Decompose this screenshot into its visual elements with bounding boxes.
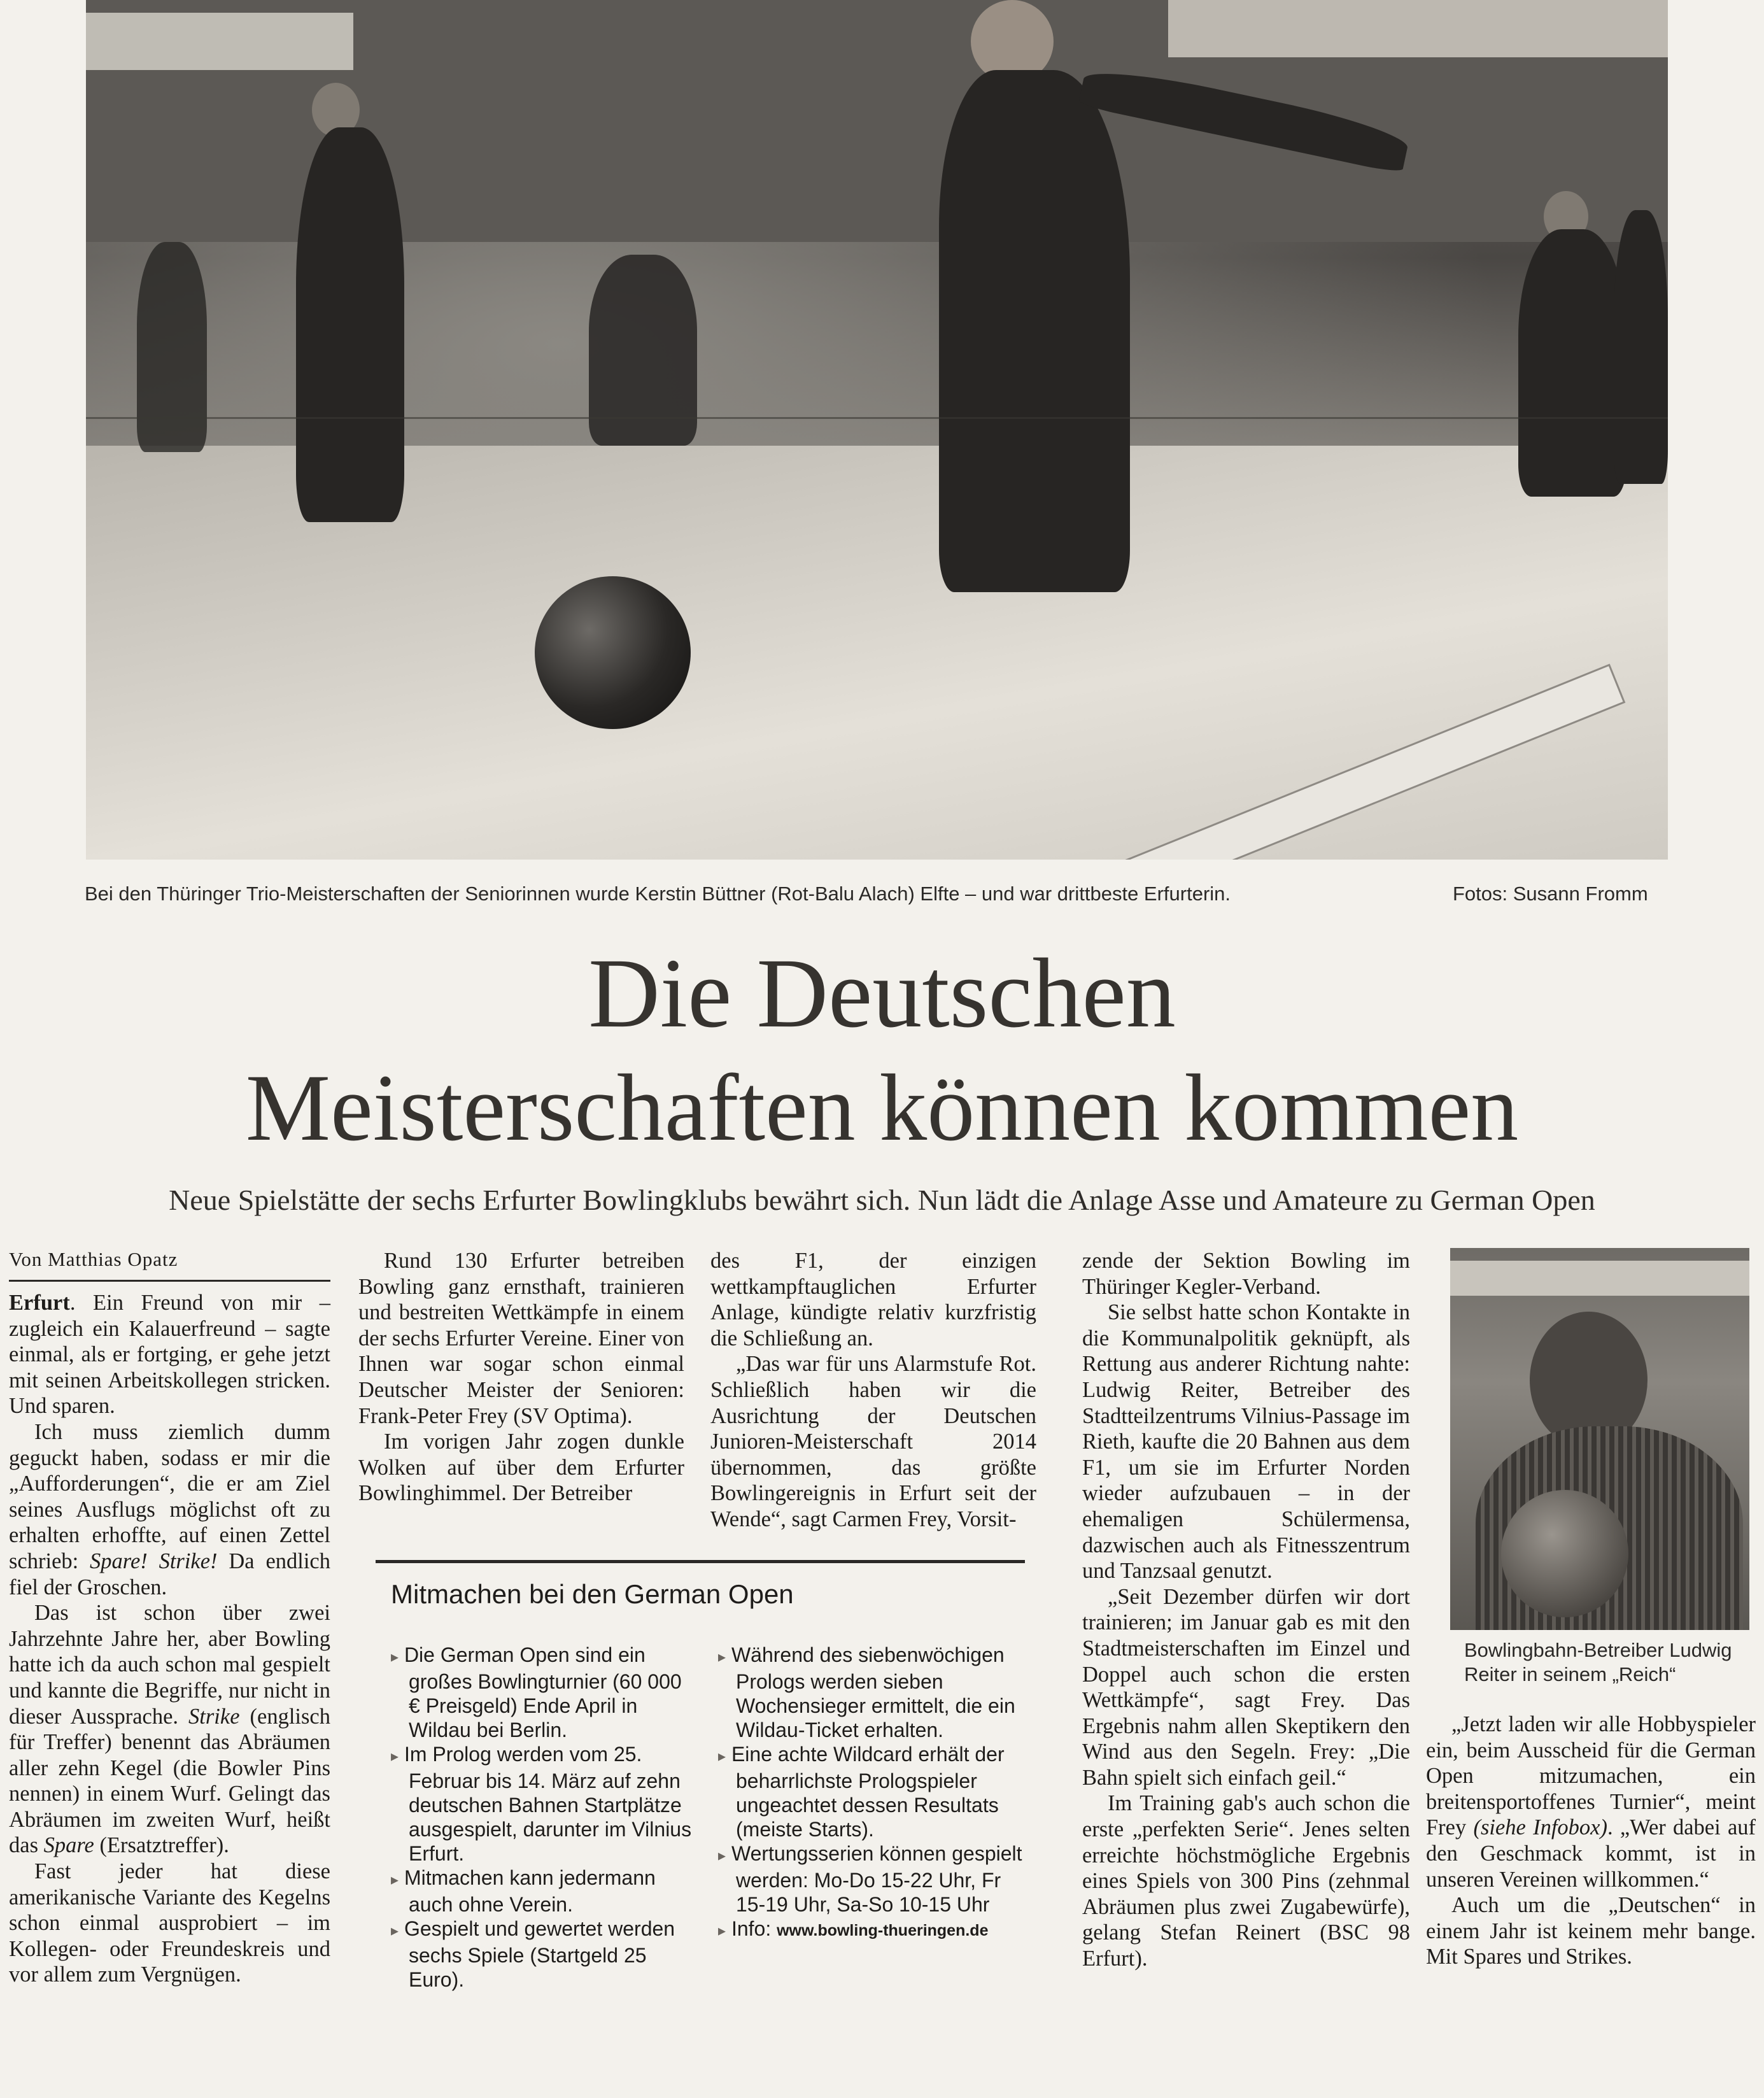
infobox-title: Mitmachen bei den German Open bbox=[391, 1579, 794, 1609]
infobox-info-label: Info: bbox=[731, 1917, 777, 1940]
infobox-left-item-3 bbox=[391, 1866, 696, 1917]
col1-p2-text-b: Da endlich fiel der Groschen. bbox=[9, 1549, 330, 1599]
article-column-2 bbox=[358, 1248, 684, 1506]
bullet-icon: ▸ bbox=[718, 1847, 726, 1864]
col1-p3-text-b: (englisch für Treffer) benennt das Abräumen aller zehn Kegel (die Bowler Pins nennen) in einem Wurf. Gelingt das Abräumen im zweiten Wurf, heißt das bbox=[9, 1704, 330, 1858]
col1-p2-emphasis: Spare! Strike! bbox=[90, 1549, 218, 1573]
infobox-left-column bbox=[391, 1643, 696, 1992]
photo-ceiling bbox=[1168, 0, 1668, 57]
infobox-right-item-1-text: Während des siebenwöchigen Prologs werden sieben Wochensieger ermittelt, die ein Wildau-Ticket erhalten. bbox=[731, 1643, 1015, 1741]
col1-paragraph-4: Fast jeder hat diese amerikanische Variante des Kegelns schon einmal ausprobiert – im Kollegen- oder Freundeskreis und vor allem zum Vergnügen. bbox=[9, 1859, 330, 1987]
headline-line-2: Meisterschaften können kommen bbox=[245, 1055, 1519, 1161]
bullet-icon: ▸ bbox=[391, 1871, 399, 1889]
infobox-left-item-1-text: Die German Open sind ein großes Bowlingturnier (60 000 € Preisgeld) Ende April in Wildau bei Berlin. bbox=[404, 1643, 682, 1741]
col1-p2-text-a: Ich muss ziemlich dumm geguckt haben, sodass er mir die „Aufforderungen“, die er am Ziel seines Ausflugs möglichst oft zu erhalten erhoffte, auf einen Zettel schrieb: bbox=[9, 1419, 330, 1573]
bullet-icon: ▸ bbox=[718, 1648, 726, 1666]
portrait-background-band bbox=[1450, 1261, 1749, 1296]
col1-p3-emphasis-2: Spare bbox=[43, 1833, 94, 1858]
infobox-right-item-2 bbox=[718, 1742, 1030, 1841]
col1-p3-text-c: (Ersatztreffer). bbox=[94, 1833, 229, 1858]
photo-bowler-1 bbox=[296, 127, 404, 522]
photo-fold-line bbox=[86, 417, 1668, 419]
infobox-top-rule bbox=[376, 1560, 1025, 1563]
col1-p3-emphasis-1: Strike bbox=[188, 1704, 240, 1729]
infobox-left-item-2-text: Im Prolog werden vom 25. Februar bis 14. März auf zehn deutschen Bahnen Startplätze ausgespielt, darunter im Vilnius Erfurt. bbox=[404, 1743, 692, 1865]
col5-paragraph-2: Auch um die „Deutschen“ in einem Jahr ist keinem mehr bange. Mit Spares und Strikes. bbox=[1426, 1893, 1756, 1969]
col3-paragraph-1: des F1, der einzigen wettkampftauglichen Erfurter Anlage, kündigte relativ kurzfristig die Schließung an. bbox=[710, 1249, 1036, 1350]
photo-caption: Bei den Thüringer Trio-Meisterschaften der Seniorinnen wurde Kerstin Büttner (Rot-Balu Alach) Elfte – und war drittbeste Erfurterin. bbox=[85, 882, 1231, 905]
photo-bowler-main bbox=[939, 70, 1130, 592]
infobox-right-column bbox=[718, 1643, 1030, 1943]
infobox-left-item-3-text: Mitmachen kann jedermann auch ohne Verein. bbox=[404, 1866, 656, 1916]
col2-paragraph-1: Rund 130 Erfurter betreiben Bowling ganz ernsthaft, trainieren und bestreiten Wettkämpfe in einem der sechs Erfurter Vereine. Einer von Ihnen war sogar schon einmal Deutscher Meister der Senioren: Frank-Peter Frey (SV Optima). bbox=[358, 1249, 684, 1428]
bullet-icon: ▸ bbox=[391, 1648, 399, 1666]
col3-paragraph-2: „Das war für uns Alarmstufe Rot. Schließlich haben wir die Ausrichtung der Deutschen Junioren-Meisterschaft 2014 übernommen, das größte Bowlingereignis in Erfurt seit der Wende“, sagt Carmen Frey, Vorsit- bbox=[710, 1352, 1036, 1531]
infobox-left-item-4-text: Gespielt und gewertet werden sechs Spiele (Startgeld 25 Euro). bbox=[404, 1917, 675, 1991]
photo-bowler-5 bbox=[137, 242, 207, 452]
article-column-5 bbox=[1426, 1712, 1756, 1970]
byline: Von Matthias Opatz bbox=[9, 1248, 178, 1270]
col1-paragraph-2 bbox=[9, 1419, 330, 1600]
bullet-icon: ▸ bbox=[718, 1922, 726, 1939]
col1-p3-text-a: Das ist schon über zwei Jahrzehnte Jahre her, aber Bowling hatte ich da auch schon mal gespielt und kannte die Begriffe, nur nicht in dieser Aussprache. bbox=[9, 1601, 330, 1729]
col4-paragraph-3: „Seit Dezember dürfen wir dort trainieren; im Januar gab es mit den Stadtmeisterschaften im Einzel und Doppel auch schon die ersten Wettkämpfe“, sagt Frey. Das Ergebnis nahm allen Skeptikern den Wind aus den Segeln. Frey: „Die Bahn spielt sich einfach geil.“ bbox=[1082, 1584, 1410, 1790]
infobox-right-item-3 bbox=[718, 1841, 1030, 1917]
col5-p1-emphasis: (siehe Infobox) bbox=[1473, 1815, 1607, 1840]
infobox-right-item-2-text: Eine achte Wildcard erhält der beharrlichste Prologspieler ungeachtet dessen Resultats (meiste Starts). bbox=[731, 1743, 1005, 1841]
photo-banner bbox=[86, 13, 353, 70]
headline-line-1: Die Deutschen bbox=[588, 938, 1176, 1048]
bullet-icon: ▸ bbox=[391, 1922, 399, 1939]
col1-paragraph-1 bbox=[9, 1290, 330, 1419]
article-column-4 bbox=[1082, 1248, 1410, 1972]
portrait-bowling-ball bbox=[1501, 1490, 1628, 1617]
subheadline: Neue Spielstätte der sechs Erfurter Bowlingklubs bewährt sich. Nun lädt die Anlage Asse und Amateure zu German Open bbox=[169, 1184, 1595, 1216]
infobox-info-link[interactable]: www.bowling-thueringen.de bbox=[777, 1922, 989, 1939]
col5-p1-text-b: . „Wer dabei auf den Geschmack kommt, ist in unseren Vereinen willkommen.“ bbox=[1426, 1815, 1756, 1892]
col5-paragraph-1 bbox=[1426, 1712, 1756, 1892]
photo-credit: Fotos: Susann Fromm bbox=[1453, 882, 1648, 905]
infobox-info-line bbox=[718, 1917, 1030, 1943]
article-column-3 bbox=[710, 1248, 1036, 1533]
portrait-photo bbox=[1450, 1248, 1749, 1630]
infobox-right-item-3-text: Wertungsserien können gespielt werden: Mo-Do 15-22 Uhr, Fr 15-19 Uhr, Sa-So 10-15 Uhr bbox=[731, 1842, 1022, 1916]
portrait-caption: Bowlingbahn-Betreiber Ludwig Reiter in seinem „Reich“ bbox=[1464, 1639, 1732, 1685]
col1-paragraph-3 bbox=[9, 1600, 330, 1859]
infobox-left-item-2 bbox=[391, 1742, 696, 1866]
infobox-left-item-4 bbox=[391, 1917, 696, 1992]
byline-rule bbox=[9, 1280, 330, 1282]
col4-paragraph-4: Im Training gab's auch schon die erste „perfekten Serie“. Jenes selten erreichte höchstmögliche Ergebnis eines Spiels von 300 Pins (zehnmal Abräumen plus zwei Zugabewürfe), gelang Stefan Reinert (BSC 98 Erfurt). bbox=[1082, 1791, 1410, 1971]
col4-paragraph-1: zende der Sektion Bowling im Thüringer Kegler-Verband. bbox=[1082, 1249, 1410, 1299]
col2-paragraph-2: Im vorigen Jahr zogen dunkle Wolken auf über dem Erfurter Bowlinghimmel. Der Betreiber bbox=[358, 1429, 684, 1506]
infobox-right-item-1 bbox=[718, 1643, 1030, 1742]
bullet-icon: ▸ bbox=[718, 1748, 726, 1765]
photo-bowler-3 bbox=[1614, 210, 1668, 484]
col5-p1-text-a: „Jetzt laden wir alle Hobbyspieler ein, beim Ausscheid für die German Open mitzumachen, ein breitensportoffenes Turnier“, meint Frey bbox=[1426, 1712, 1756, 1840]
photo-bowler-2 bbox=[1518, 229, 1626, 497]
article-column-1 bbox=[9, 1248, 330, 1988]
infobox-left-item-1 bbox=[391, 1643, 696, 1742]
bullet-icon: ▸ bbox=[391, 1748, 399, 1765]
photo-bowling-ball bbox=[535, 576, 691, 729]
dateline: Erfurt bbox=[9, 1291, 70, 1315]
col4-paragraph-2: Sie selbst hatte schon Kontakte in die Kommunalpolitik geknüpft, als Rettung aus anderer Richtung nahte: Ludwig Reiter, Betreiber des Stadtteilzentrums Vilnius-Passage im Rieth, kaufte die 20 Bahnen aus dem F1, um sie im Erfurter Norden wieder aufzubauen – in der ehemaligen Schülermensa, dazwischen auch als Fitnesszentrum und Tanzsaal genutzt. bbox=[1082, 1300, 1410, 1584]
col1-p1-text: . Ein Freund von mir – zugleich ein Kalauerfreund – sagte einmal, als er fortging, er gehe jetzt mit seinen Arbeitskollegen stricken. Und sparen. bbox=[9, 1291, 330, 1419]
main-photo bbox=[86, 0, 1668, 860]
